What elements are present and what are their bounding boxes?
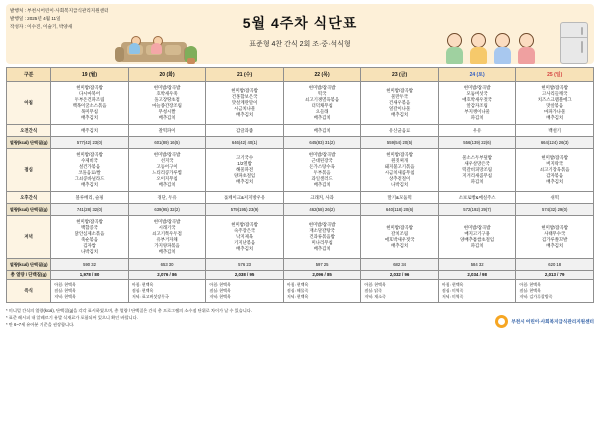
kcal-cell: 646(42) 40(1) [206,137,284,149]
menu-item: 현미밥/잡곡밥 [231,88,258,93]
menu-item: 쇠고기장육볶음 [539,167,570,172]
menu-item: 치즈스크램블에그 [537,97,572,102]
menu-item: 떡갈비피망조림 [462,167,492,172]
day-of-week: (화) [166,71,175,78]
person-head-icon [447,33,462,48]
menu-item: 오이지무침 [156,176,178,181]
menu-item: 배추김치 [81,182,99,187]
menu-item: 배추김치 [236,179,254,184]
menu-item: 낙지제육 [236,234,254,239]
note-cell [128,280,206,303]
menu-item: 백합콩국 [81,225,99,230]
kcal-cell: 597 25 [283,259,361,271]
menu-cell [51,216,129,259]
refrigerator-icon [560,22,588,64]
header-day-6 [516,68,594,82]
menu-item: 현미밥/잡곡밥 [386,152,413,157]
note-line: 점심: 해물죽 [286,288,309,293]
day-number: 21 [237,71,243,78]
note-line: 점심: 미역죽 [441,288,464,293]
menu-item: 가지양파볶음 [154,243,180,248]
menu-item: 무청시짤 [158,109,176,114]
menu-item: 배추김치 [546,243,564,248]
menu-item: 김자쌈 [83,243,96,248]
note-line: 저녁: 현맥육 [286,294,309,299]
menu-cell [283,216,361,259]
snack-cell: 딸기&모둠떡 [361,192,439,204]
note-line: 저녁: 김가루찰방죽 [519,294,553,299]
menu-cell [283,82,361,125]
kcal-cell: 645(83) 31(2) [283,137,361,149]
menu-item: 지겨리새콤무침 [462,173,492,178]
note-cell [516,280,594,303]
row-dinner [7,216,594,259]
row-morning-snack [7,125,594,137]
issuer-line-3: 작성자 : 이수진, 이슬기, 박양새 [10,24,73,29]
menu-item: 배추김치 [313,182,331,187]
menu-item: 쇠고기쟁멸육볶음 [305,97,340,102]
menu-item: 요들래 [315,109,329,114]
kcal-cell: 682 34 [361,259,439,271]
snack-cell: 배주김치 [51,125,129,137]
person-head-icon [519,33,534,48]
menu-item: 갈치조림 [391,231,409,236]
menu-item: 쇠고기쪽우두점 [152,231,182,236]
menu-item: 시금치새콤무침 [384,170,415,175]
kcal-cell: 590 32 [51,259,129,271]
menu-item: 현미밥/잡곡밥 [76,152,103,157]
note-cell [438,280,516,303]
note-cell [283,280,361,303]
issuer-line-1: 발행처 : 부천시어린이·사회복지급식관리지원센터 [10,8,109,13]
menu-cell [516,82,594,125]
kcal-cell: 640(118) 20(6) [361,204,439,216]
menu-item: 돌고장땅초점 [154,97,180,102]
row-afternoon-snack [7,192,594,204]
menu-item: 배추김치 [546,179,564,184]
menu-item: 시래기국 [158,225,176,230]
menu-cell [128,216,206,259]
total-cell: 2,096 / 85 [283,271,361,280]
header-day-3 [283,68,361,82]
menu-item: 현미밥/잡곡밥 [308,152,336,157]
day-number: 20 [159,71,166,78]
menu-item: 마늘종간장조림 [152,103,182,108]
menu-item: 기지난볶음 [233,240,256,245]
kcal-cell: 462(58) 26(2) [283,204,361,216]
menu-item: 현미밥/잡곡밥 [153,85,181,90]
note-line: 아침: 현맥육 [286,282,309,287]
menu-item: 얼갈이나물 [389,106,411,111]
note-cell [206,280,284,303]
fridge-handle-icon [581,27,583,35]
person-head-icon [495,33,510,48]
menu-item: 알감자조림 [466,103,488,108]
menu-cell [361,149,439,192]
total-cell: 2,032 / 96 [361,271,439,280]
person-body-icon [129,43,140,54]
day-number: 25 [547,71,553,78]
snack-cell: 유산균음료 [361,125,439,137]
menu-cell [51,149,129,192]
kcal-cell: 577(42) 23(0) [51,137,129,149]
menu-item: 배추김치 [158,115,176,120]
total-cell: 1,978 / 80 [51,271,129,280]
menu-item: 건새우볶음 [389,100,411,105]
menu-cell [438,216,516,259]
menu-cell [51,82,129,125]
day-number: 19 [81,71,88,78]
total-cell: 2,034 / 98 [438,271,516,280]
note-line: 저녁: 표고버섯장무국 [131,294,169,299]
table-header-row [7,68,594,82]
menu-item: 고사리들깨국 [541,91,568,96]
menu-item: 고기국수 [236,155,254,160]
note-cell [361,280,439,303]
kcal-cell: 572(192) 29(7) [438,204,516,216]
menu-item: 사태무수국 [544,231,566,236]
header-day-4 [361,68,439,82]
kcal-cell: 579(195) 23(9) [206,204,284,216]
note-line: 아침: 현맥육 [54,282,76,287]
note-line: 아침: 현맥육 [519,282,541,287]
header-day-5 [438,68,516,82]
menu-item: 현미밥/잡곡밥 [153,219,181,224]
day-number: 24 [469,71,476,78]
row-label: 열량(kcal) 단백질(g) [7,137,51,149]
menu-item: 파김치 [470,115,484,120]
kcal-cell: 559(54) 20(5) [361,137,439,149]
menu-cell [516,149,594,192]
menu-item: 설건가볶음 [78,164,101,169]
row-label: 열량(kcal) 단백질(g) [7,259,51,271]
row-lunch [7,149,594,192]
note-line: 저녁: 현맥육 [209,294,231,299]
menu-item: 현미밥/잡곡밥 [463,225,491,230]
menu-item: 미나리무침 [311,240,333,245]
menu-item: 현미밥/잡곡밥 [463,85,491,90]
sofa-illustration [111,24,197,64]
day-of-week: (토) [476,71,485,78]
menu-item: 파김치 [470,179,484,184]
menu-item: 모둠버섯국 [466,91,488,96]
day-of-week: (수) [243,71,253,78]
menu-item: 배추김치 [81,115,99,120]
day-of-week: (일) [554,71,563,78]
total-cell: 2,038 / 95 [206,271,284,280]
fridge-handle-icon [581,41,583,53]
row-label: 저녁 [7,216,51,259]
menu-item: 새우살망은국 [464,161,490,166]
menu-item: 두부볶음 [313,170,331,175]
snack-cell: 찰떡파이 [128,125,206,137]
row-kcal-breakfast [7,137,594,149]
menu-item: 현미밥/잡곡밥 [153,152,181,157]
menu-item: 배추김치 [391,112,409,117]
person-icon [470,33,487,64]
row-label: 총 열량 / 단백질(g) [7,271,51,280]
menu-cell [361,82,439,125]
row-porridge [7,280,594,303]
menu-item: 배추김치 [391,243,409,248]
menu-item: 나박김치 [391,182,409,187]
snack-cell: 블루베리, 슬핑 [51,192,129,204]
menu-item: 해물파전 [236,167,254,172]
menu-item: 마파가나물 [544,109,566,114]
footnote-3: * 만 6~7세 유아분 기준을 권장합니다. [6,322,75,327]
menu-item: 배추김치 [546,115,564,120]
menu-item: 현미밥/잡곡밥 [386,88,413,93]
menu-item: 현미밥/잡곡밥 [76,219,103,224]
row-label: 열량(kcal) 단백질(g) [7,204,51,216]
kcal-cell: 664(124) 26(3) [516,137,594,149]
menu-item: 근대된장국 [311,158,333,163]
menu-item: 현미밥/잡곡밥 [308,222,336,227]
menu-item: 시금치나물 [233,106,256,111]
menu-item: 매지고기구용 [464,231,490,236]
kcal-cell: 576 23 [206,259,284,271]
menu-item: 목미무침 [81,109,99,114]
menu-item: 수제비국 [81,158,99,163]
menu-cell [128,82,206,125]
menu-item: 원짓찌개 [391,158,409,163]
snack-cell: 롤케이크&저지방우유 [206,192,284,204]
day-number: 23 [392,71,398,78]
header-day-2 [206,68,284,82]
menu-item: 배추김치 [158,249,176,254]
note-line: 점심: 현맥육 [209,288,231,293]
menu-item: 더덕채무침 [311,103,333,108]
row-total [7,271,594,280]
day-of-week: (목) [321,71,330,78]
person-icon [494,33,511,64]
page-subtitle: 표준형 4찬 간식 2회 조·중·석식형 [249,41,351,48]
menu-item: 백목이굴소스볶음 [72,103,107,108]
menu-item: 버지락국 [546,161,564,166]
menu-item: 배추김치 [313,246,331,251]
footnotes [6,307,252,328]
logo-icon [495,315,508,328]
menu-item: 양배추톱쌈초절임 [460,237,495,242]
menu-item: 현미밥/잡곡밥 [386,225,413,230]
note-line: 점심: 현맥육 [131,288,154,293]
page-title: 5월 4주차 식단표 [242,15,358,31]
menu-item: 배추김치 [236,246,254,251]
footer [6,307,594,328]
kcal-cell: 556(139) 22(6) [438,137,516,149]
kcal-cell: 741(28) 32(0) [51,204,129,216]
row-label: 오전간식 [7,125,51,137]
kcal-cell: 601(89) 16(5) [128,137,206,149]
menu-cell [206,82,284,125]
menu-item: 그쇠콩바닐라드 [74,176,105,181]
menu-item: 돈가스탕수육 [309,164,335,169]
menu-cell [283,149,361,192]
menu-table [6,67,594,303]
row-label: 즉식 [7,280,51,303]
menu-item: 감자볶음 [546,173,564,178]
menu-item: 나박김치 [81,249,99,254]
menu-item: 건과류볶음밥 [309,234,335,239]
snack-cell: 백설기 [516,125,594,137]
menu-item: 애호박새우젓국 [462,97,492,102]
kcal-cell: 574(32) 29(0) [516,204,594,216]
issuer-line-2: 발행일 : 2025년 4월 11일 [10,16,61,21]
kcal-cell: 620 18 [516,259,594,271]
person-body-icon [151,43,162,54]
row-kcal-lunch [7,204,594,216]
menu-item: 재소달걀탕국 [309,228,335,233]
menu-cell [361,216,439,259]
note-line: 저녁: 재소죽 [364,294,386,299]
menu-item: 떡국 [317,91,327,96]
kcal-cell: 584 32 [438,259,516,271]
note-line: 아침: 현맥육 [441,282,464,287]
person-icon [446,33,463,64]
menu-item: 선지국 [160,158,174,163]
menu-item: 배추김치 [313,115,331,120]
snack-cell: 경단, 두유 [128,192,206,204]
menu-item: 두부온건파조림 [74,97,105,102]
row-label: 아침 [7,82,51,125]
menu-item: 숙주장은국 [233,228,256,233]
menu-item: 돼지불고기볶음 [384,164,415,169]
menu-item: 양파초절임 [233,173,256,178]
snack-cell: 소보로빵&매실주스 [438,192,516,204]
header-day-1 [128,68,206,82]
menu-cell [206,149,284,192]
menu-item: 파김치 [470,243,484,248]
menu-item: 현미밥/잡곡밥 [308,85,336,90]
menu-item: 맛살계란말이 [231,100,258,105]
snack-cell: 우유 [438,125,516,137]
menu-cell [516,216,594,259]
snack-cell: 감귤과즙 [206,125,284,137]
menu-item: 배추김치 [236,112,254,117]
note-line: 점심: 현맥육 [519,288,541,293]
menu-item: 배추김치 [158,182,176,187]
menu-item: 느티리콩가루찜 [152,170,182,175]
menu-item: 물만두국 [391,94,409,99]
menu-item: 죽순볶음 [81,237,99,242]
person-body-icon [470,47,487,64]
person-body-icon [494,47,511,64]
menu-item: 고등어구이 [156,164,178,169]
menu-item: 부지깽이나물 [464,109,490,114]
day-of-week: (월) [88,71,98,78]
note-line: 저녁: 미역죽 [441,294,464,299]
note-line: 아침: 현맥육 [364,282,386,287]
snack-cell: 쉬떡 [516,192,594,204]
menu-item: 김가루쫄꼬발 [541,237,568,242]
note-line: 아침: 현맥육 [131,282,154,287]
note-line: 아침: 현맥육 [209,282,231,287]
menu-cell [206,216,284,259]
note-line: 점심: 닭죽 [364,288,383,293]
header-day-0 [51,68,129,82]
person-head-icon [471,33,486,48]
day-of-week: (금) [399,71,408,78]
snack-cell: 크래커, 사과 [283,192,361,204]
menu-item: 현미밥/잡곡밥 [76,85,103,90]
total-cell: 2,076 / 86 [128,271,206,280]
row-label: 오후간식 [7,192,51,204]
person-body-icon [518,47,535,64]
menu-item: 현미밥/잡곡밥 [541,225,569,230]
menu-item: 호박새우죽 [156,91,178,96]
day-number: 22 [314,71,321,78]
menu-item: 건홍합보은국 [231,94,258,99]
person-body-icon [446,47,463,64]
center-logo [495,315,594,328]
note-line: 저녁: 현맥육 [54,294,76,299]
row-label: 점심 [7,149,51,192]
menu-item: 상추겉절이 [389,176,411,181]
family-illustration [440,18,590,64]
kcal-cell: 639(95) 32(2) [128,204,206,216]
footnote-1: * 미니멀 간식의 열량(kcal), 단백질(g)을 각각 표시하였으며, 총 열량 / 단백질은 간식 총 프로그램의 소수점 단위로 차이가 날 수 있습니다. [6,308,253,313]
logo-text: 부천시 어린이·사회복지급식관리지원센터 [511,318,594,324]
menu-item: 물소스두부덮밥 [462,155,492,160]
table-body [7,82,594,303]
menu-item: 현미밥/잡곡밥 [231,222,258,227]
menu-item: 닭안심제소볶음 [74,231,105,236]
note-cell [51,280,129,303]
snack-cell: 배추김치 [283,125,361,137]
header-corner: 구분 [7,68,51,82]
total-cell: 2,013 / 79 [516,271,594,280]
menu-cell [438,82,516,125]
menu-item: 유부거자채 [156,237,178,242]
menu-item: 애호박새우젓국 [384,237,415,242]
menu-item: 1/2열밥 [237,161,252,166]
menu-item: 다시마북어 [78,91,101,96]
menu-item: 코돌음료/쌀 [78,170,101,175]
menu-cell [438,149,516,192]
plant-icon [185,46,197,62]
kcal-cell: 653 30 [128,259,206,271]
row-kcal-dinner [7,259,594,271]
menu-item: 과일샐러드 [311,176,333,181]
menu-cell [128,149,206,192]
menu-item: 맛살볶음 [546,103,564,108]
menu-item: 현미밥/잡곡밥 [541,155,569,160]
note-line: 점심: 현맥육 [54,288,76,293]
menu-item: 현미밥/잡곡밥 [541,85,569,90]
row-breakfast [7,82,594,125]
footnote-2: * 표준 레시피 내 알레르기 유발 식재료가 포함되어 있으니 확인 바랍니다. [6,315,138,320]
cushion-icon [165,45,181,55]
page-header [6,4,594,64]
person-icon [518,33,535,64]
